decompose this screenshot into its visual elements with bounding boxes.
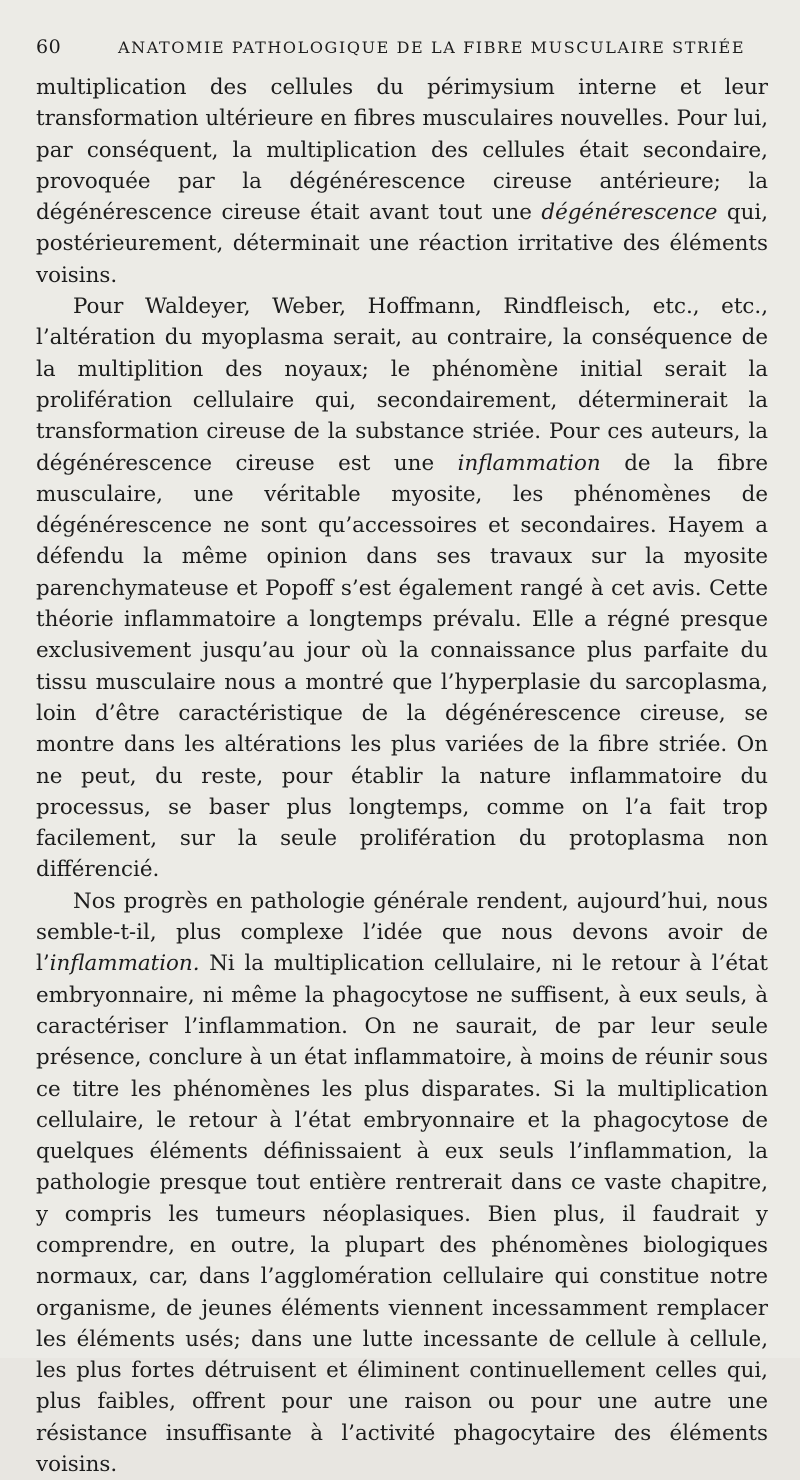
italic-term: dégénérescence [541,200,718,226]
text-segment: de la fibre musculaire, une véritable myosite, les phénomènes de dégénérescence ne sont qu’accessoires et secondaires. Hayem a défendu la même opinion dans ses travaux sur la myosite parenchymateuse et Popoff s’est également rangé à cet avis. Cette théorie inflammatoire a longtemps prévalu. Elle a régné presque exclusivement jusqu’au jour où la connaissance plus parfaite du tissu musculaire nous a montré que l’hyperplasie du sarcoplasma, loin d’être caractéristique de la dégénérescence cireuse, se montre dans les altérations les plus variées de la fibre striée. On ne peut, du reste, pour établir la nature inflammatoire du processus, se baser plus longtemps, comme on l’a fait trop facilement, sur la seule prolifération du protoplasma non différencié. [36,450,768,883]
italic-term: inflammation [457,450,601,476]
text-segment: Ni la multiplication cellulaire, ni le retour à l’état embryonnaire, ni même la phagocytose ne suffisent, à eux seuls, à caractériser l’inflammation. On ne saurait, de par leur seule présence, conclure à un état inflammatoire, à moins de réunir sous ce titre les phénomènes les plus disparates. Si la multiplication cellulaire, le retour à l’état embryonnaire et la phagocytose de quelques éléments définissaient à eux seuls l’inflammation, la pathologie presque tout entière rentrerait dans ce vaste chapitre, y compris les tumeurs néoplasiques. Bien plus, il faudrait y comprendre, en outre, la plupart des phénomènes biologiques normaux, car, dans l’agglomération cellulaire qui constitue notre organisme, de jeunes éléments viennent incessamment remplacer les éléments usés; dans une lutte incessante de cellule à cellule, les plus fortes détruisent et éliminent continuellement celles qui, plus faibles, offrent pour une raison ou pour une autre une résistance insuffisante à l’activité phagocytaire des éléments voisins. [36,951,768,1478]
paragraph-1 [36,72,768,291]
body-text [36,72,768,1480]
paragraph-3 [36,886,768,1480]
running-title: ANATOMIE PATHOLOGIQUE DE LA FIBRE MUSCULAIRE STRIÉE [118,38,746,57]
paragraph-2 [36,291,768,886]
page-number: 60 [36,36,62,58]
text-segment: Pour Waldeyer, Weber, Hoffmann, Rindfleisch, etc., etc., l’altération du myoplasma serait, au contraire, la conséquence de la multiplition des noyaux; le phénomène initial serait la prolifération cellulaire qui, secondairement, déterminerait la transformation cireuse de la substance striée. Pour ces auteurs, la dégénérescence cireuse est une [36,294,768,476]
text-segment: Nos progrès en pathologie générale rendent, aujourd’hui, nous semble-t-il, plus complexe l’idée que nous devons avoir de l’ [36,888,768,977]
running-head [36,26,768,66]
italic-term: inflammation. [49,951,200,977]
text-segment: qui, postérieurement, déterminait une réaction irritative des éléments voisins. [36,200,769,288]
text-segment: multiplication des cellules du périmysium interne et leur transformation ultérieure en fibres musculaires nouvelles. Pour lui, par conséquent, la multiplication des cellules était secondaire, provoquée par la dégénérescence cireuse antérieure; la dégénérescence cireuse était avant tout une [36,75,768,226]
